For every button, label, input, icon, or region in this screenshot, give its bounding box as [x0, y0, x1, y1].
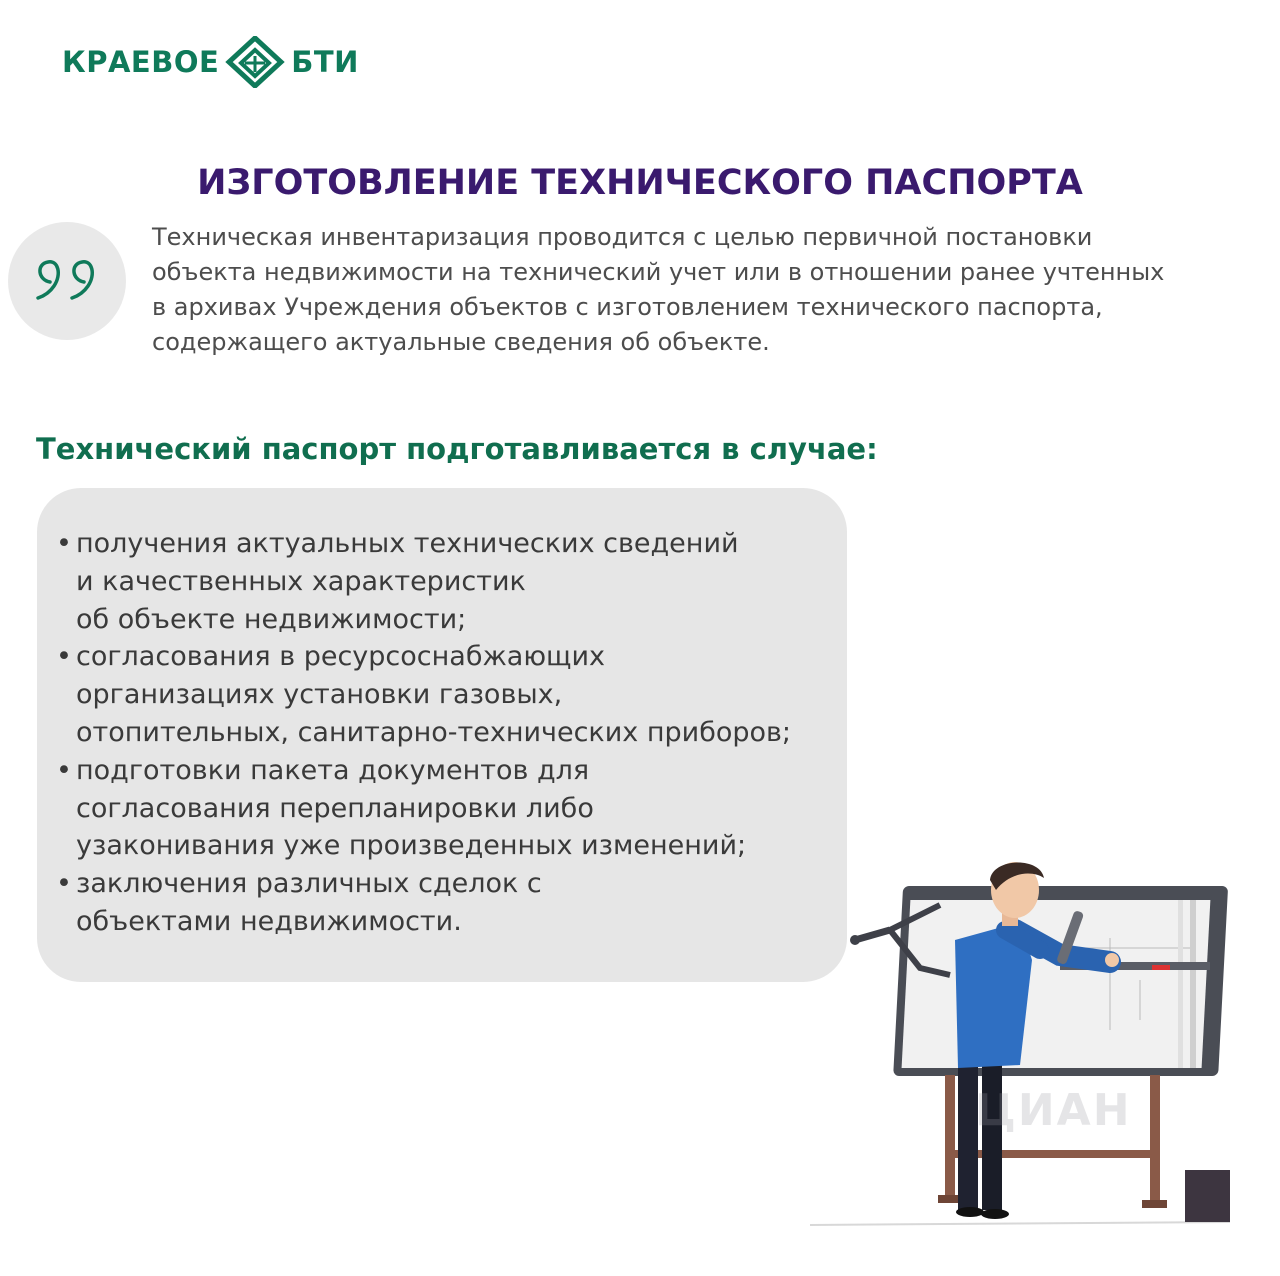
list-item-line: подготовки пакета документов для	[76, 754, 590, 786]
intro-line: объекта недвижимости на технический учет или в отношении ранее учтенных	[152, 258, 1165, 286]
list-item	[56, 638, 791, 751]
list-item-line: получения актуальных технических сведений	[76, 528, 739, 559]
list-item	[56, 525, 791, 638]
list-item	[56, 865, 791, 941]
intro-line: в архивах Учреждения объектов с изготовлением технического паспорта,	[152, 293, 1103, 321]
logo-word-left: КРАЕВОЕ	[62, 45, 220, 79]
list-item	[56, 752, 791, 865]
bullet-icon: •	[56, 641, 72, 673]
list-item-line: об объекте недвижимости;	[76, 603, 467, 635]
house-diamond-logo-icon	[221, 36, 289, 88]
list-item-line: и качественных характеристик	[76, 565, 526, 597]
quote-icon	[8, 222, 126, 340]
list-item-line: организациях установки газовых,	[76, 679, 563, 711]
page-title: ИЗГОТОВЛЕНИЕ ТЕХНИЧЕСКОГО ПАСПОРТА	[197, 163, 1083, 203]
intro-line: Техническая инвентаризация проводится с целью первичной постановки	[152, 223, 1093, 251]
brand-logo	[62, 36, 359, 88]
bullet-icon: •	[56, 754, 72, 786]
watermark: ЦИАН	[975, 1085, 1132, 1136]
logo-word-right: БТИ	[291, 45, 359, 79]
intro-line: содержащего актуальные сведения об объекте.	[152, 328, 770, 356]
cases-heading: Технический паспорт подготавливается в случае:	[36, 432, 878, 466]
cases-list	[56, 525, 791, 941]
list-item-line: отопительных, санитарно-технических приборов;	[76, 716, 792, 748]
intro-paragraph	[152, 220, 1252, 360]
list-item-line: узаконивания уже произведенных изменений;	[76, 830, 747, 862]
list-item-line: объектами недвижимости.	[76, 905, 462, 937]
list-item-line: согласования в ресурсоснабжающих	[76, 641, 606, 673]
list-item-line: заключения различных сделок с	[76, 868, 542, 900]
quote-badge	[8, 222, 126, 340]
drafter-illustration	[810, 850, 1250, 1230]
bullet-icon: •	[56, 868, 72, 900]
bullet-icon: •	[56, 528, 72, 559]
list-item-line: согласования перепланировки либо	[76, 792, 594, 824]
